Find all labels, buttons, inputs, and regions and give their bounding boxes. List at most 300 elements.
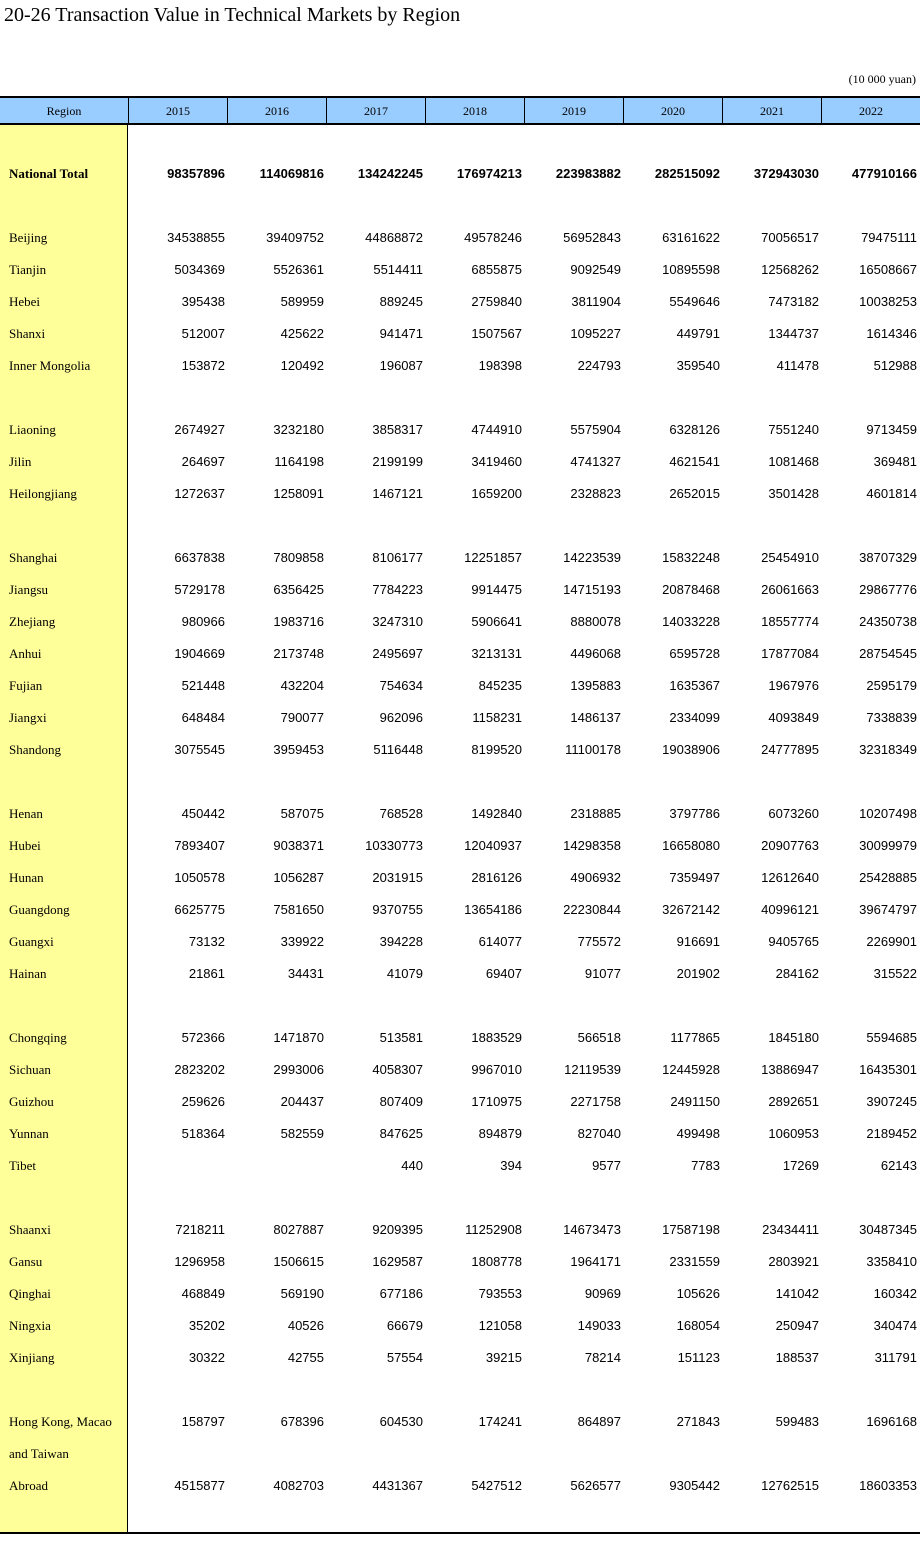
row-label: Guizhou	[9, 1094, 54, 1109]
cell-value: 9370755	[372, 902, 423, 917]
cell-value: 6595728	[669, 646, 720, 661]
cell-value: 3858317	[372, 422, 423, 437]
cell-value: 678396	[280, 1414, 324, 1429]
table-row	[0, 1028, 920, 1048]
cell-value: 4058307	[372, 1062, 423, 1077]
cell-value: 394	[500, 1158, 522, 1173]
cell-value: 1050578	[174, 870, 225, 885]
cell-value: 1507567	[471, 326, 522, 341]
cell-value: 2674927	[174, 422, 225, 437]
cell-value: 18557774	[761, 614, 819, 629]
cell-value: 2823202	[174, 1062, 225, 1077]
cell-value: 449791	[676, 326, 720, 341]
cell-value: 7783	[691, 1158, 720, 1173]
cell-value: 2334099	[669, 710, 720, 725]
row-label: Qinghai	[9, 1286, 51, 1301]
cell-value: 845235	[478, 678, 522, 693]
cell-value: 30487345	[859, 1222, 917, 1237]
cell-value: 2271758	[570, 1094, 621, 1109]
cell-value: 198398	[478, 358, 522, 373]
cell-value: 223983882	[555, 166, 621, 181]
cell-value: 12568262	[761, 262, 819, 277]
cell-value: 2269901	[866, 934, 917, 949]
cell-value: 9209395	[372, 1222, 423, 1237]
row-label: Jilin	[9, 454, 32, 469]
row-label: Abroad	[9, 1478, 48, 1493]
table-row	[0, 900, 920, 920]
table-row	[0, 676, 920, 696]
cell-value: 14298358	[563, 838, 621, 853]
cell-value: 10330773	[365, 838, 423, 853]
cell-value: 168054	[676, 1318, 720, 1333]
cell-value: 44868872	[365, 230, 423, 245]
cell-value: 2491150	[670, 1094, 720, 1109]
cell-value: 201902	[676, 966, 720, 981]
cell-value: 5526361	[273, 262, 324, 277]
cell-value: 5116448	[373, 742, 423, 757]
cell-value: 41079	[386, 966, 423, 981]
table-row	[0, 228, 920, 248]
table-row	[0, 612, 920, 632]
table-row	[0, 836, 920, 856]
cell-value: 1635367	[669, 678, 720, 693]
cell-value: 7473182	[768, 294, 819, 309]
cell-value: 1964171	[570, 1254, 621, 1269]
cell-value: 121058	[478, 1318, 522, 1333]
cell-value: 9914475	[471, 582, 522, 597]
cell-value: 158797	[181, 1414, 225, 1429]
table-row	[0, 964, 920, 984]
cell-value: 30322	[188, 1350, 225, 1365]
cell-value: 411478	[776, 358, 819, 373]
cell-value: 864897	[577, 1414, 621, 1429]
cell-value: 369481	[873, 454, 917, 469]
cell-value: 39409752	[266, 230, 324, 245]
cell-value: 604530	[379, 1414, 423, 1429]
cell-value: 5729178	[174, 582, 225, 597]
cell-value: 425622	[280, 326, 324, 341]
cell-value: 2816126	[471, 870, 522, 885]
table-row	[0, 324, 920, 344]
cell-value: 889245	[379, 294, 423, 309]
cell-value: 512007	[181, 326, 225, 341]
cell-value: 4093849	[768, 710, 819, 725]
cell-value: 372943030	[753, 166, 819, 181]
cell-value: 10207498	[859, 806, 917, 821]
cell-value: 5549646	[669, 294, 720, 309]
cell-value: 6328126	[669, 422, 720, 437]
cell-value: 40996121	[761, 902, 819, 917]
cell-value: 38707329	[859, 550, 917, 565]
cell-value: 450442	[181, 806, 225, 821]
cell-value: 17877084	[761, 646, 819, 661]
row-label: Gansu	[9, 1254, 43, 1269]
cell-value: 4082703	[273, 1478, 324, 1493]
cell-value: 614077	[478, 934, 522, 949]
cell-value: 23434411	[762, 1222, 819, 1237]
cell-value: 153872	[181, 358, 225, 373]
cell-value: 1471870	[273, 1030, 324, 1045]
header-region: Region	[46, 104, 82, 118]
table-row	[0, 708, 920, 728]
cell-value: 7359497	[669, 870, 720, 885]
cell-value: 589959	[280, 294, 324, 309]
cell-value: 284162	[775, 966, 819, 981]
cell-value: 3232180	[273, 422, 324, 437]
cell-value: 359540	[676, 358, 720, 373]
cell-value: 9305442	[669, 1478, 720, 1493]
cell-value: 648484	[181, 710, 225, 725]
cell-value: 196087	[379, 358, 423, 373]
cell-value: 26061663	[761, 582, 819, 597]
table-row	[0, 1444, 920, 1464]
cell-value: 2759840	[471, 294, 522, 309]
row-label: Hunan	[9, 870, 44, 885]
cell-value: 5594685	[866, 1030, 917, 1045]
cell-value: 1296958	[174, 1254, 225, 1269]
cell-value: 63161622	[662, 230, 720, 245]
cell-value: 477910166	[851, 166, 917, 181]
cell-value: 768528	[379, 806, 423, 821]
table-bottom-rule	[0, 1532, 920, 1534]
row-label: Henan	[9, 806, 43, 821]
cell-value: 34538855	[167, 230, 225, 245]
cell-value: 78214	[584, 1350, 621, 1365]
cell-value: 151123	[677, 1350, 720, 1365]
cell-value: 30099979	[859, 838, 917, 853]
row-label: Shanghai	[9, 550, 58, 565]
cell-value: 57554	[386, 1350, 423, 1365]
cell-value: 980966	[181, 614, 225, 629]
row-label: and Taiwan	[9, 1446, 69, 1461]
cell-value: 160342	[873, 1286, 917, 1301]
header-year: 2018	[425, 98, 524, 123]
cell-value: 9092549	[570, 262, 621, 277]
cell-value: 141042	[775, 1286, 819, 1301]
cell-value: 2652015	[669, 486, 720, 501]
cell-value: 1467121	[372, 486, 423, 501]
cell-value: 566518	[577, 1030, 621, 1045]
cell-value: 7784223	[372, 582, 423, 597]
cell-value: 440	[401, 1158, 423, 1173]
table-row	[0, 1092, 920, 1112]
cell-value: 9405765	[768, 934, 819, 949]
cell-value: 1158231	[472, 710, 522, 725]
cell-value: 7218211	[175, 1222, 225, 1237]
cell-value: 2595179	[866, 678, 917, 693]
row-label: Hebei	[9, 294, 41, 309]
table-row	[0, 548, 920, 568]
cell-value: 20878468	[662, 582, 720, 597]
table-row	[0, 1252, 920, 1272]
cell-value: 8880078	[570, 614, 621, 629]
cell-value: 5906641	[471, 614, 522, 629]
cell-value: 282515092	[654, 166, 720, 181]
row-label: Liaoning	[9, 422, 56, 437]
row-label: Jiangsu	[9, 582, 48, 597]
cell-value: 134242245	[357, 166, 423, 181]
cell-value: 14715193	[563, 582, 621, 597]
cell-value: 25454910	[761, 550, 819, 565]
cell-value: 339922	[280, 934, 324, 949]
cell-value: 14223539	[563, 550, 621, 565]
cell-value: 790077	[280, 710, 324, 725]
unit-label: (10 000 yuan)	[848, 72, 916, 86]
cell-value: 114069816	[259, 166, 324, 181]
cell-value: 1659200	[471, 486, 522, 501]
cell-value: 1629587	[372, 1254, 423, 1269]
cell-value: 5575904	[570, 422, 621, 437]
cell-value: 521448	[181, 678, 225, 693]
table-row	[0, 580, 920, 600]
cell-value: 90969	[584, 1286, 621, 1301]
cell-value: 39215	[485, 1350, 522, 1365]
cell-value: 916691	[676, 934, 720, 949]
row-label: Heilongjiang	[9, 486, 77, 501]
cell-value: 6073260	[768, 806, 819, 821]
table-row	[0, 260, 920, 280]
row-label: Zhejiang	[9, 614, 56, 629]
cell-value: 204437	[280, 1094, 324, 1109]
cell-value: 7809858	[273, 550, 324, 565]
cell-value: 14673473	[563, 1222, 621, 1237]
cell-value: 2331559	[669, 1254, 720, 1269]
cell-value: 8199520	[471, 742, 522, 757]
cell-value: 311791	[874, 1350, 917, 1365]
table-row	[0, 484, 920, 504]
cell-value: 149033	[577, 1318, 621, 1333]
table-row	[0, 740, 920, 760]
cell-value: 5427512	[471, 1478, 522, 1493]
cell-value: 6625775	[174, 902, 225, 917]
cell-value: 29867776	[859, 582, 917, 597]
cell-value: 17587198	[662, 1222, 720, 1237]
cell-value: 2318885	[570, 806, 621, 821]
header-year: 2015	[128, 98, 227, 123]
cell-value: 394228	[379, 934, 423, 949]
row-label: Hainan	[9, 966, 47, 981]
cell-value: 3907245	[866, 1094, 917, 1109]
cell-value: 70056517	[761, 230, 819, 245]
row-label: Tianjin	[9, 262, 47, 277]
cell-value: 1344737	[768, 326, 819, 341]
row-label: Ningxia	[9, 1318, 51, 1333]
cell-value: 49578246	[464, 230, 522, 245]
row-label: Tibet	[9, 1158, 36, 1173]
cell-value: 3811904	[571, 294, 621, 309]
cell-value: 1060953	[768, 1126, 819, 1141]
cell-value: 6637838	[174, 550, 225, 565]
cell-value: 10038253	[859, 294, 917, 309]
cell-value: 19038906	[662, 742, 720, 757]
cell-value: 16508667	[859, 262, 917, 277]
table-row	[0, 644, 920, 664]
row-label: Shandong	[9, 742, 61, 757]
cell-value: 3213131	[471, 646, 522, 661]
cell-value: 569190	[280, 1286, 324, 1301]
cell-value: 1395883	[570, 678, 621, 693]
cell-value: 3959453	[273, 742, 324, 757]
cell-value: 174241	[478, 1414, 522, 1429]
header-year: 2016	[227, 98, 326, 123]
cell-value: 754634	[379, 678, 423, 693]
page-title: 20-26 Transaction Value in Technical Markets by Region	[4, 4, 461, 26]
cell-value: 5514411	[373, 262, 423, 277]
cell-value: 8106177	[372, 550, 423, 565]
cell-value: 105626	[676, 1286, 720, 1301]
cell-value: 599483	[775, 1414, 819, 1429]
cell-value: 2031915	[372, 870, 423, 885]
table-header	[0, 96, 920, 125]
cell-value: 66679	[386, 1318, 423, 1333]
row-label: Chongqing	[9, 1030, 67, 1045]
cell-value: 62143	[880, 1158, 917, 1173]
cell-value: 2495697	[372, 646, 423, 661]
cell-value: 10895598	[662, 262, 720, 277]
cell-value: 4621541	[669, 454, 720, 469]
row-label: Hong Kong, Macao	[9, 1414, 112, 1429]
cell-value: 340474	[873, 1318, 917, 1333]
header-year: 2017	[326, 98, 425, 123]
cell-value: 5626577	[570, 1478, 621, 1493]
table-row	[0, 932, 920, 952]
cell-value: 11252908	[465, 1222, 522, 1237]
cell-value: 499498	[676, 1126, 720, 1141]
row-label: Inner Mongolia	[9, 358, 91, 373]
cell-value: 12119539	[564, 1062, 621, 1077]
cell-value: 1883529	[471, 1030, 522, 1045]
cell-value: 176974213	[456, 166, 522, 181]
cell-value: 1967976	[768, 678, 819, 693]
cell-value: 2892651	[768, 1094, 819, 1109]
cell-value: 2173748	[273, 646, 324, 661]
cell-value: 512988	[873, 358, 917, 373]
header-year: 2020	[623, 98, 722, 123]
table-row	[0, 356, 920, 376]
table-row	[0, 1284, 920, 1304]
cell-value: 12251857	[464, 550, 522, 565]
cell-value: 1177865	[670, 1030, 720, 1045]
cell-value: 2328823	[570, 486, 621, 501]
cell-value: 1164198	[274, 454, 324, 469]
row-label: Shanxi	[9, 326, 46, 341]
cell-value: 2803921	[768, 1254, 819, 1269]
row-label: Shaanxi	[9, 1222, 51, 1237]
cell-value: 827040	[577, 1126, 621, 1141]
cell-value: 16435301	[859, 1062, 917, 1077]
cell-value: 432204	[280, 678, 324, 693]
cell-value: 22230844	[563, 902, 621, 917]
cell-value: 6855875	[471, 262, 522, 277]
row-label: Fujian	[9, 678, 43, 693]
cell-value: 42755	[287, 1350, 324, 1365]
cell-value: 6356425	[273, 582, 324, 597]
cell-value: 1808778	[471, 1254, 522, 1269]
cell-value: 513581	[379, 1030, 423, 1045]
cell-value: 12040937	[464, 838, 522, 853]
cell-value: 259626	[181, 1094, 225, 1109]
cell-value: 3797786	[669, 806, 720, 821]
cell-value: 793553	[478, 1286, 522, 1301]
cell-value: 468849	[181, 1286, 225, 1301]
cell-value: 395438	[181, 294, 225, 309]
cell-value: 264697	[181, 454, 225, 469]
cell-value: 12762515	[761, 1478, 819, 1493]
cell-value: 2189452	[866, 1126, 917, 1141]
row-label: Xinjiang	[9, 1350, 55, 1365]
cell-value: 4515877	[174, 1478, 225, 1493]
cell-value: 3247310	[372, 614, 423, 629]
cell-value: 677186	[379, 1286, 423, 1301]
cell-value: 1056287	[273, 870, 324, 885]
cell-value: 24777895	[761, 742, 819, 757]
cell-value: 13654186	[464, 902, 522, 917]
cell-value: 3358410	[866, 1254, 917, 1269]
cell-value: 224793	[577, 358, 621, 373]
table-row	[0, 804, 920, 824]
table-row	[0, 1060, 920, 1080]
cell-value: 5034369	[174, 262, 225, 277]
cell-value: 24350738	[859, 614, 917, 629]
cell-value: 4431367	[372, 1478, 423, 1493]
cell-value: 1983716	[273, 614, 324, 629]
cell-value: 73132	[188, 934, 225, 949]
cell-value: 28754545	[859, 646, 917, 661]
row-label: Beijing	[9, 230, 48, 245]
table-row	[0, 452, 920, 472]
cell-value: 98357896	[167, 166, 225, 181]
cell-value: 3501428	[768, 486, 819, 501]
cell-value: 20907763	[761, 838, 819, 853]
cell-value: 518364	[181, 1126, 225, 1141]
table-row	[0, 1156, 920, 1176]
table-row	[0, 1412, 920, 1432]
cell-value: 11100178	[565, 742, 621, 757]
cell-value: 250947	[775, 1318, 819, 1333]
cell-value: 271843	[676, 1414, 720, 1429]
cell-value: 12445928	[662, 1062, 720, 1077]
row-label: Jiangxi	[9, 710, 47, 725]
cell-value: 572366	[181, 1030, 225, 1045]
header-year: 2021	[722, 98, 821, 123]
cell-value: 4601814	[866, 486, 917, 501]
table-row	[0, 1124, 920, 1144]
row-label: Yunnan	[9, 1126, 49, 1141]
table-row	[0, 1348, 920, 1368]
cell-value: 69407	[485, 966, 522, 981]
cell-value: 35202	[188, 1318, 225, 1333]
table-row	[0, 1316, 920, 1336]
cell-value: 40526	[287, 1318, 324, 1333]
cell-value: 1272637	[174, 486, 225, 501]
cell-value: 4741327	[570, 454, 621, 469]
row-label: Hubei	[9, 838, 41, 853]
cell-value: 1081468	[768, 454, 819, 469]
cell-value: 4906932	[570, 870, 621, 885]
table-row	[0, 292, 920, 312]
cell-value: 7551240	[768, 422, 819, 437]
cell-value: 582559	[280, 1126, 324, 1141]
table-row	[0, 1476, 920, 1496]
row-label: Sichuan	[9, 1062, 51, 1077]
cell-value: 9967010	[471, 1062, 522, 1077]
table-row	[0, 420, 920, 440]
cell-value: 807409	[379, 1094, 423, 1109]
cell-value: 3419460	[471, 454, 522, 469]
row-label: Guangxi	[9, 934, 54, 949]
cell-value: 18603353	[859, 1478, 917, 1493]
cell-value: 56952843	[563, 230, 621, 245]
